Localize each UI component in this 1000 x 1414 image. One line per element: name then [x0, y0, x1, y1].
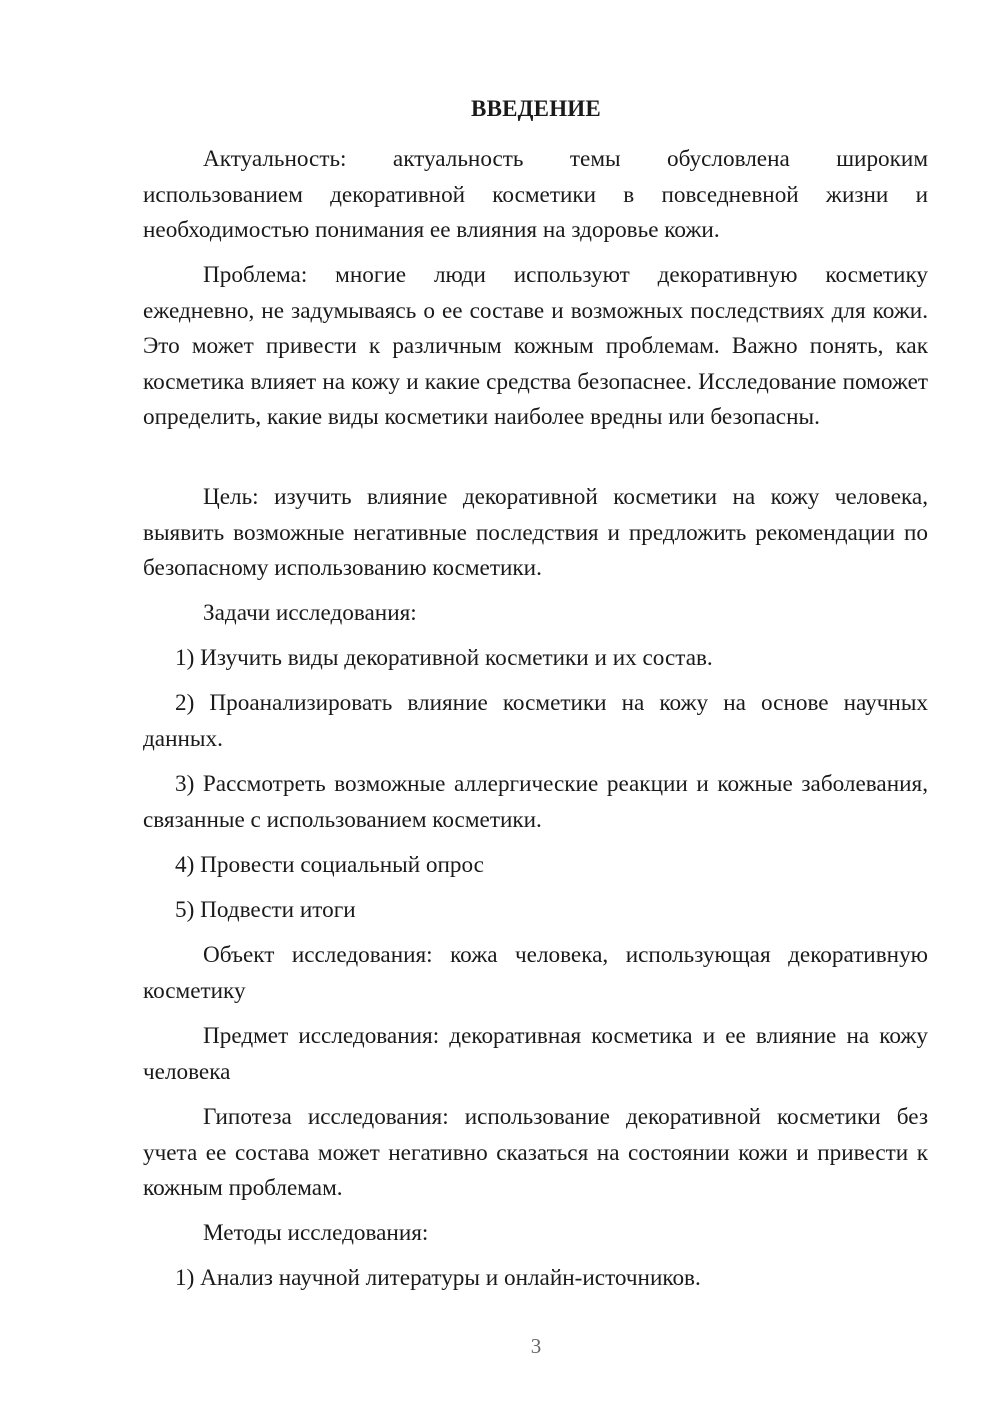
- list-item-task-2: 2) Проанализировать влияние косметики на кожу на основе научных данных.: [143, 690, 928, 752]
- page-number: 3: [530, 1334, 542, 1358]
- paragraph-problem: Проблема: многие люди используют декоративную косметику ежедневно, не задумываясь о ее составе и возможных последствиях для кожи. Это может привести к различным кожным проблемам. Важно понять, как косметика влияет на кожу и какие средства безопаснее. Исследование поможет определить, какие виды косметики наиболее вредны или безопасны.: [143, 262, 928, 430]
- paragraph-tasks-heading: Задачи исследования:: [203, 600, 417, 626]
- paragraph-subject: Предмет исследования: декоративная косметика и ее влияние на кожу человека: [143, 1023, 928, 1085]
- list-item-task-4: 4) Провести социальный опрос: [175, 852, 484, 878]
- list-item-method-1: 1) Анализ научной литературы и онлайн-источников.: [175, 1265, 701, 1291]
- paragraph-object: Объект исследования: кожа человека, использующая декоративную косметику: [143, 942, 928, 1004]
- page-title: ВВЕДЕНИЕ: [471, 96, 601, 121]
- list-item-task-1: 1) Изучить виды декоративной косметики и их состав.: [175, 645, 713, 671]
- paragraph-relevance: Актуальность: актуальность темы обусловлена широким использованием декоративной косметики в повседневной жизни и необходимостью понимания ее влияния на здоровье кожи.: [143, 146, 928, 243]
- list-item-task-5: 5) Подвести итоги: [175, 897, 356, 923]
- paragraph-goal: Цель: изучить влияние декоративной косметики на кожу человека, выявить возможные негативные последствия и предложить рекомендации по безопасному использованию косметики.: [143, 484, 928, 581]
- list-item-task-3: 3) Рассмотреть возможные аллергические реакции и кожные заболевания, связанные с использованием косметики.: [143, 771, 928, 833]
- paragraph-hypothesis: Гипотеза исследования: использование декоративной косметики без учета ее состава может негативно сказаться на состоянии кожи и привести к кожным проблемам.: [143, 1104, 928, 1201]
- paragraph-methods-heading: Методы исследования:: [203, 1220, 429, 1246]
